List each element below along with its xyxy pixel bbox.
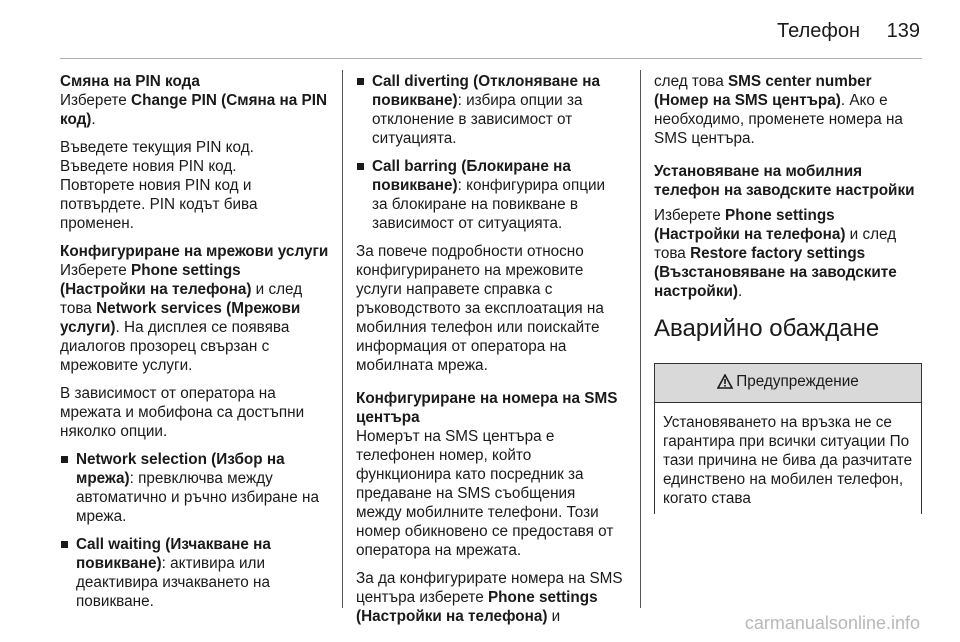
option-name: Call barring (Блокиране на повикване) [372,158,571,194]
option-desc: : конфигурира опции за блокиране на повикване в зависимост от ситуацията. [372,177,606,232]
menu-option: Phone settings (Настройки на телефона) [654,207,846,243]
page-header [0,0,960,58]
network-services-paragraph [60,261,330,375]
warning-box [654,363,922,514]
text: . Ако е необходимо, променете номера на SMS центъра. [654,92,903,147]
pin-step: Въведете новия PIN код. [60,158,237,175]
pin-steps [60,138,330,233]
sms-config-continued [654,72,922,148]
option-name: Call waiting (Изчакване на повикване) [76,536,271,572]
pin-choose-paragraph [60,91,330,129]
sms-center-heading: Конфигуриране на номера на SMS центъра [356,390,618,426]
text: За да конфигурирате номера на SMS центъра изберете [356,570,623,606]
pin-step: Въведете текущия PIN код. [60,139,254,156]
emergency-call-title: Аварийно обаждане [654,315,880,342]
list-item [60,535,330,611]
network-options-list-cont [356,72,624,233]
warning-triangle-icon [717,374,733,394]
pin-change-heading: Смяна на PIN кода [60,73,200,90]
text: . [738,283,743,300]
header-divider [60,58,922,59]
warning-header [655,364,921,403]
column-divider [342,70,343,608]
network-options-list [60,450,330,611]
text: и [547,608,561,625]
text: Изберете [60,92,132,109]
more-info-paragraph: За повече подробности относно конфигурирането на мрежовите услуги направете справка с ръководството за експлоатация на мобилния телефон или поискайте информация от оператора на мобилната мрежа. [356,243,604,374]
menu-option: Change PIN (Смяна на PIN код) [60,92,328,128]
text: . [91,111,96,128]
operator-note: В зависимост от оператора на мрежата и мобифона са достъпни няколко опции. [60,385,305,440]
option-desc: : превключва между автоматично и ръчно избиране на мрежа. [76,470,319,525]
list-item [356,157,624,233]
warning-title: Предупреждение [736,373,859,390]
option-desc: : активира или деактивира изчакването на повикване. [76,555,270,610]
menu-option: Phone settings (Настройки на телефона) [356,589,598,625]
option-desc: : избира опции за отклонение в зависимост от ситуацията. [372,92,583,147]
option-name: Call diverting (Отклоняване на повикване) [372,73,600,109]
text: и след това [654,226,897,262]
menu-option: Restore factory settings (Възстановяване на заводските настройки) [654,245,897,300]
factory-reset-paragraph [654,206,922,301]
page-number: 139 [886,20,920,42]
text: след това [654,73,728,90]
menu-option: Phone settings (Настройки на телефона) [60,262,252,298]
sms-center-paragraph: Номерът на SMS центъра е телефонен номер, който функционира като посредник за предаване на SMS съобщения между мобилните телефони. Този номер обикновено се предоставя от оператора на мрежата. [356,428,614,559]
column-3 [654,72,922,514]
option-name: Network selection (Избор на мрежа) [76,451,285,487]
warning-text: Установяването на връзка не се гарантира при всички ситуации По тази причина не бива да разчитате единствено на мобилен телефон, когато става [663,414,913,507]
menu-option: SMS center number (Номер на SMS центъра) [654,73,872,109]
pin-step: Повторете новия PIN код и потвърдете. PIN кодът бива променен. [60,177,258,232]
list-item [60,450,330,526]
column-divider [640,70,641,608]
factory-reset-heading: Установяване на мобилния телефон на заводските настройки [654,163,915,199]
menu-option: Network services (Мрежови услуги) [60,300,301,336]
list-item [356,72,624,148]
column-2 [356,72,624,635]
network-services-heading: Конфигуриране на мрежови услуги [60,243,329,260]
text: Изберете [60,262,132,279]
watermark: carmanualsonline.info [744,613,920,633]
text: и след това [60,281,303,317]
sms-config-paragraph [356,569,624,626]
text: Изберете [654,207,726,224]
column-1 [60,72,330,620]
text: . На дисплея се появява диалогов прозорец свързан с мрежовите услуги. [60,319,290,374]
header-title: Телефон [777,20,860,42]
